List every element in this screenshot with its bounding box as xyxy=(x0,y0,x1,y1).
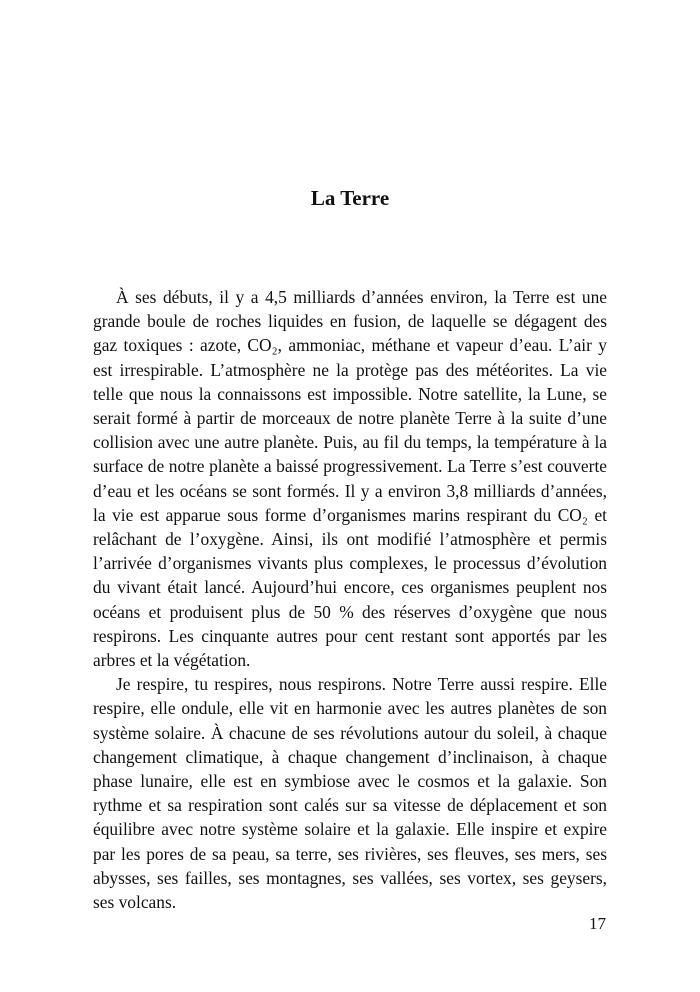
body-text xyxy=(93,285,607,914)
paragraph-1: À ses débuts, il y a 4,5 milliards d’années environ, la Terre est une grande boule de roches liquides en fusion, de laquelle se dégagent des gaz toxiques : azote, CO₂, ammoniac, méthane et vapeur d’eau. L’air y est irrespirable. L’atmosphère ne la protège pas des météorites. La vie telle que nous la connaissons est impossible. Notre satellite, la Lune, se serait formé à partir de morceaux de notre planète Terre à la suite d’une collision avec une autre planète. Puis, au fil du temps, la température à la surface de notre planète a baissé progressivement. La Terre s’est couverte d’eau et les océans se sont formés. Il y a environ 3,8 milliards d’années, la vie est apparue sous forme d’organismes marins respirant du CO₂ et relâchant de l’oxygène. Ainsi, ils ont modifié l’atmosphère et permis l’arrivée d’organismes vivants plus complexes, le processus d’évolution du vivant était lancé. Aujourd’hui encore, ces organismes peuplent nos océans et produisent plus de 50 % des réserves d’oxygène que nous respirons. Les cinquante autres pour cent restant sont apportés par les arbres et la végétation. xyxy=(93,287,607,671)
paragraph-2: Je respire, tu respires, nous respirons. Notre Terre aussi respire. Elle respire, elle ondule, elle vit en harmonie avec les autres planètes de son système solaire. À chacune de ses révolutions autour du soleil, à chaque changement climatique, à chaque changement d’inclinaison, à chaque phase lunaire, elle est en symbiose avec le cosmos et la galaxie. Son rythme et sa respiration sont calés sur sa vitesse de déplacement et son équilibre avec notre système solaire et la galaxie. Elle inspire et expire par les pores de sa peau, sa terre, ses rivières, ses fleuves, ses mers, ses abysses, ses failles, ses montagnes, ses vallées, ses vortex, ses geysers, ses volcans. xyxy=(93,674,607,913)
chapter-title: La Terre xyxy=(310,186,390,210)
page-number: 17 xyxy=(589,914,606,933)
